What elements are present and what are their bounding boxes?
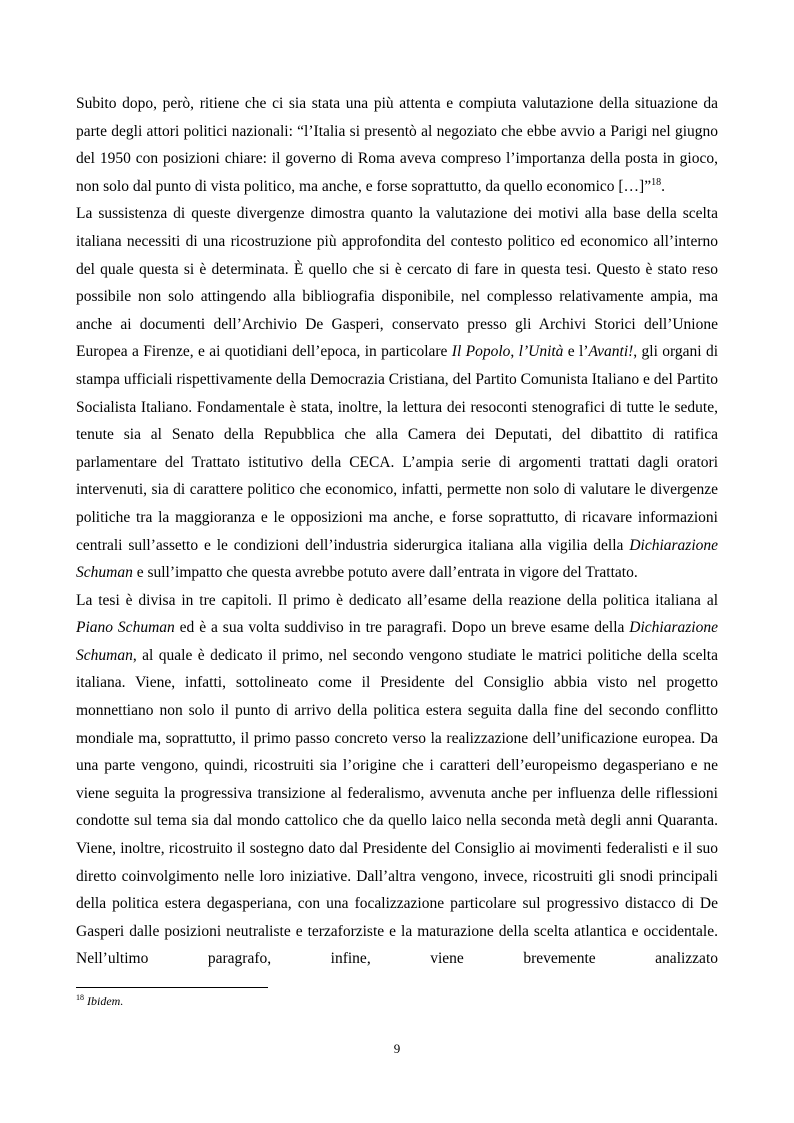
- newspaper-title: Il Popolo: [451, 343, 511, 361]
- footnote-separator: [76, 987, 268, 988]
- paragraph-2: [76, 200, 718, 586]
- paragraph-1: Subito dopo, però, ritiene che ci sia stata una più attenta e compiuta valutazione della situazione da parte degli attori politici nazionali: “l’Italia si presentò al negoziato che ebbe avvio a Parigi nel giugno del 1950 con posizioni chiare: il governo di Roma aveva compreso l’importanza della posta in gioco, non solo dal punto di vista politico, ma anche, e forse soprattutto, da quello economico […]”$^{18}$.: [76, 95, 718, 195]
- newspaper-title: Avanti!: [588, 343, 634, 361]
- page-number: 9: [393, 1041, 401, 1056]
- main-text: [76, 90, 718, 973]
- footnote-text: Ibidem.: [87, 994, 124, 1008]
- italic-term: Dichiarazione Schuman: [76, 536, 718, 582]
- paragraph-2-text: ,: [510, 343, 519, 361]
- paragraph-3: [76, 587, 718, 973]
- footnote: [76, 993, 718, 1009]
- italic-term: Dichiarazione Schuman: [76, 619, 718, 664]
- footnote-reference[interactable]: 18: [651, 176, 662, 188]
- paragraph-3-text: ed è a sua volta suddiviso in tre paragrafi. Dopo un breve esame della: [174, 619, 630, 637]
- paragraph-2-text: e l’: [563, 343, 589, 361]
- newspaper-title: l’Unità: [518, 343, 564, 361]
- paragraph-2-text: La sussistenza di queste divergenze dimostra quanto la valutazione dei motivi alla base della scelta italiana necessiti di una ricostruzione più approfondita del contesto politico ed economico all’interno del quale questa si è determinata. È quello che si è cercato di fare in questa tesi. Questo è stato reso possibile non solo attingendo alla bibliografia disponibile, nel complesso relativamente ampia, ma anche ai documenti dell’Archivio De Gasperi, conservato presso gli Archivi Storici dell’Unione Europea a Firenze, e ai quotidiani dell’epoca, in particolare: [76, 205, 718, 361]
- paragraph-2-text: e sull’impatto che questa avrebbe potuto avere dall’entrata in vigore del Trattato.: [132, 564, 638, 582]
- paragraph-3-text: , al quale è dedicato il primo, nel secondo vengono studiate le matrici politiche della scelta italiana. Viene, infatti, sottolineato come il Presidente del Consiglio abbia visto nel progetto monnettiano non solo il punto di arrivo della politica estera seguita dalla fine del secondo conflitto mondiale ma, soprattutto, il primo passo concreto verso la realizzazione dell’unificazione europea. Da una parte vengono, quindi, ricostruiti sia l’origine che i caratteri dell’europeismo degasperiano e ne viene seguita la progressiva transizione al federalismo, avvenuta anche per influenza delle riflessioni condotte sul tema sia dal mondo cattolico che da quello laico nella seconda metà degli anni Quaranta. Viene, inoltre, ricostruito il sostegno dato dal Presidente del Consiglio ai movimenti federalisti e il suo diretto coinvolgimento nelle loro iniziative. Dall’altra vengono, invece, ricostruiti gli snodi principali della politica estera degasperiana, con una focalizzazione particolare sul progressivo distacco di De Gasperi dalle posizioni neutraliste e terzaforziste e la maturazione della scelta atlantica e occidentale. Nell’ultimo paragrafo, infine, viene brevemente analizzato: [76, 646, 718, 968]
- paragraph-1-text: Subito dopo, però, ritiene che ci sia stata una più attenta e compiuta valutazione della situazione da parte degli attori politici nazionali: “l’Italia si presentò al negoziato che ebbe avvio a Parigi nel giugno del 1950 con posizioni chiare: il governo di Roma aveva compreso l’importanza della posta in gioco, non solo dal punto di vista politico, ma anche, e forse soprattutto, da quello economico […]”: [76, 95, 718, 195]
- footnote-number: 18: [76, 993, 84, 1002]
- paragraph-2-text: , gli organi di stampa ufficiali rispettivamente della Democrazia Cristiana, del Partito Comunista Italiano e del Partito Socialista Italiano. Fondamentale è stata, inoltre, la lettura dei resoconti stenografici di tutte le sedute, tenute sia al Senato della Repubblica che alla Camera dei Deputati, del dibattito di ratifica parlamentare del Trattato istitutivo della CECA. L’ampia serie di argomenti trattati dagli oratori intervenuti, sia di carattere politico che economico, infatti, permette non solo di valutare le divergenze politiche tra la maggioranza e le opposizioni ma anche, e forse soprattutto, di ricavare informazioni centrali sull’assetto e le condizioni dell’industria siderurgica italiana alla vigilia della: [76, 343, 718, 554]
- italic-term: Piano Schuman: [76, 619, 175, 637]
- paragraph-3-text: La tesi è divisa in tre capitoli. Il primo è dedicato all’esame della reazione della politica italiana al: [76, 591, 718, 609]
